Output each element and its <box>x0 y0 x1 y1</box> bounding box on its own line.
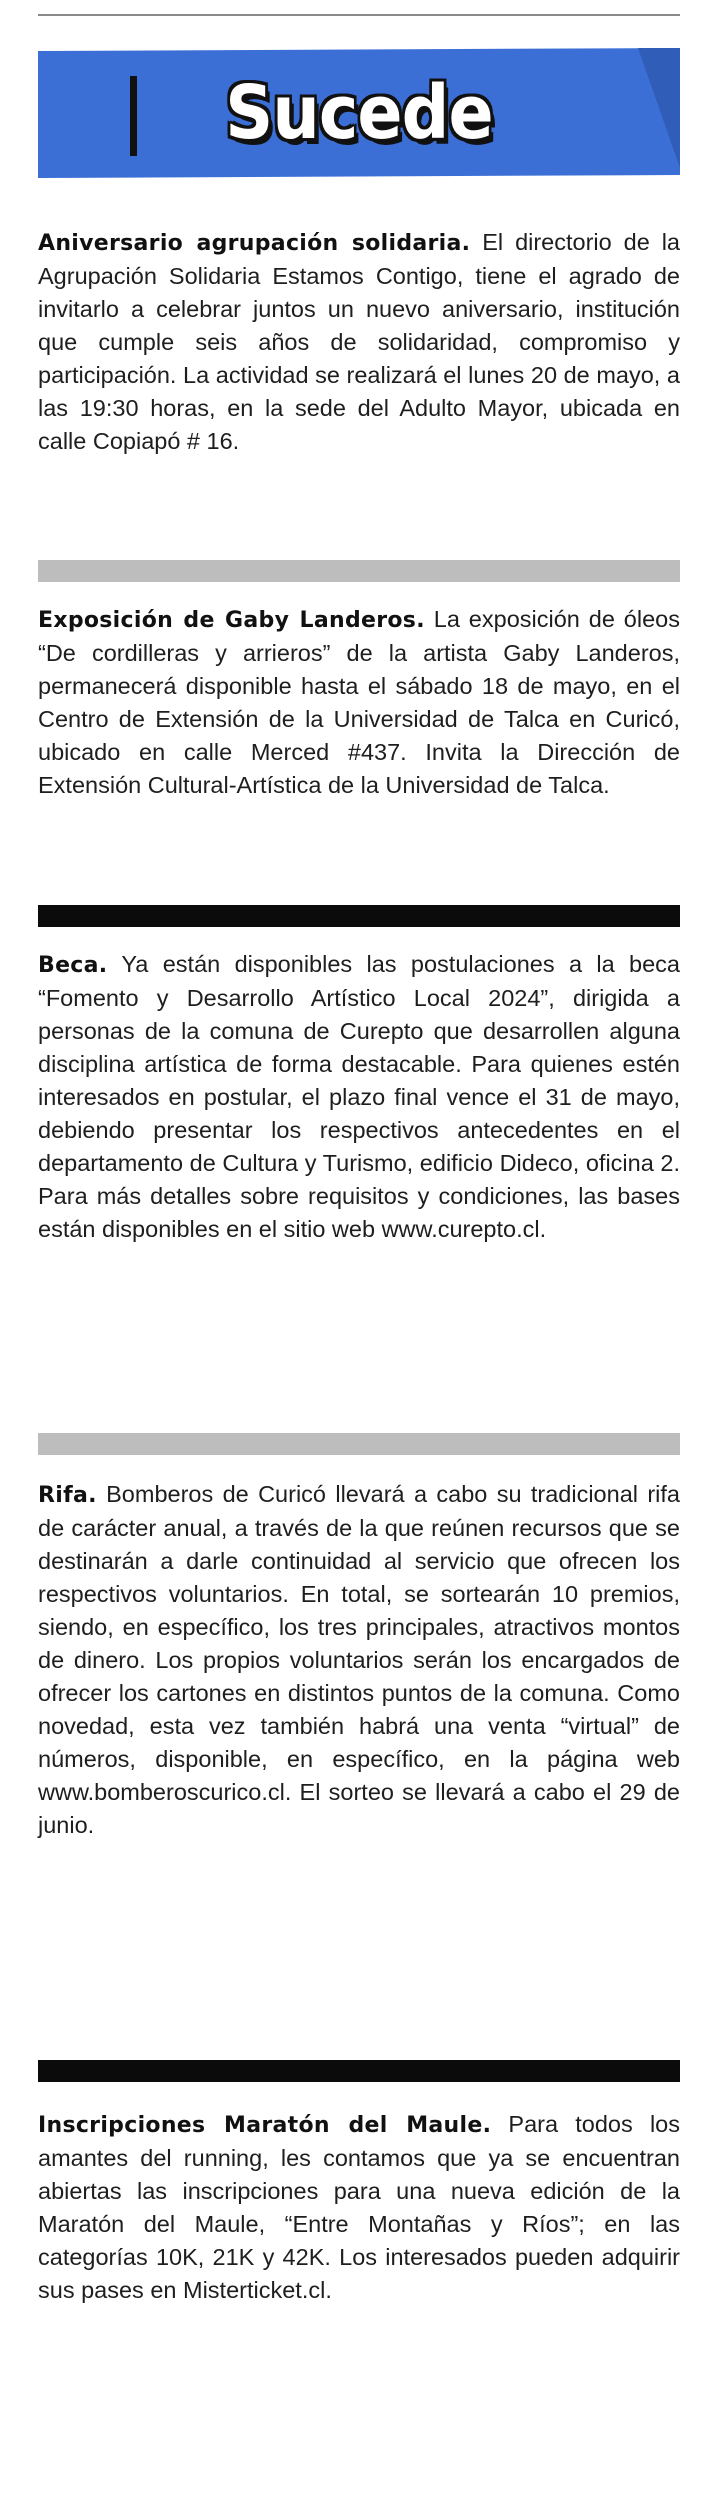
news-item-body: Ya están disponibles las postulaciones a la beca “Fomento y Desarrollo Artístico Local 2024”, dirigida a personas de la comuna de Curepto que desarrollen alguna disciplina artística de forma destacable. Para quienes estén interesados en postular, el plazo final vence el 31 de mayo, debiendo presentar los respectivos antecedentes en el departamento de Cultura y Turismo, edificio Dideco, oficina 2. Para más detalles sobre requisitos y condiciones, las bases están disponibles en el sitio web www.curepto.cl. <box>38 951 680 1242</box>
news-item-heading: Aniversario agrupación solidaria. <box>38 231 471 256</box>
news-item-heading: Exposición de Gaby Landeros. <box>38 608 425 633</box>
news-item-beca <box>38 948 680 1246</box>
top-rule <box>38 14 680 16</box>
news-item-rifa <box>38 1478 680 1842</box>
page-title: Sucede <box>225 70 493 156</box>
news-item-maraton <box>38 2108 680 2307</box>
news-item-body: Bomberos de Curicó llevará a cabo su tradicional rifa de carácter anual, a través de la que reúnen recursos que se destinarán a darle continuidad al servicio que ofrecen los respectivos voluntarios. En total, se sortearán 10 premios, siendo, en específico, los tres principales, atractivos montos de dinero. Los propios voluntarios serán los encargados de ofrecer los cartones en distintos puntos de la comuna. Como novedad, esta vez también habrá una venta “virtual” de números, disponible, en específico, en la página web www.bomberoscurico.cl. El sorteo se llevará a cabo el 29 de junio. <box>38 1481 680 1838</box>
news-item-aniversario <box>38 226 680 458</box>
section-banner <box>38 48 680 178</box>
separator-bar <box>38 2060 680 2082</box>
news-item-body: Para todos los amantes del running, les contamos que ya se encuentran abiertas las inscripciones para una nueva edición de la Maratón del Maule, “Entre Montañas y Ríos”; en las categorías 10K, 21K y 42K. Los interesados pueden adquirir sus pases en Misterticket.cl. <box>38 2111 680 2303</box>
news-item-body: El directorio de la Agrupación Solidaria Estamos Contigo, tiene el agrado de invitarlo a celebrar juntos un nuevo aniversario, institución que cumple seis años de solidaridad, compromiso y participación. La actividad se realizará el lunes 20 de mayo, a las 19:30 horas, en la sede del Adulto Mayor, ubicada en calle Copiapó # 16. <box>38 229 680 454</box>
separator-bar <box>38 560 680 582</box>
separator-bar <box>38 1433 680 1455</box>
news-item-exposicion <box>38 603 680 802</box>
news-item-heading: Inscripciones Maratón del Maule. <box>38 2113 492 2138</box>
news-item-heading: Beca. <box>38 953 108 978</box>
news-item-body: La exposición de óleos “De cordilleras y arrieros” de la artista Gaby Landeros, permanecerá disponible hasta el sábado 18 de mayo, en el Centro de Extensión de la Universidad de Talca en Curicó, ubicado en calle Merced #437. Invita la Dirección de Extensión Cultural-Artística de la Universidad de Talca. <box>38 606 680 798</box>
news-item-heading: Rifa. <box>38 1483 97 1508</box>
separator-bar <box>38 905 680 927</box>
